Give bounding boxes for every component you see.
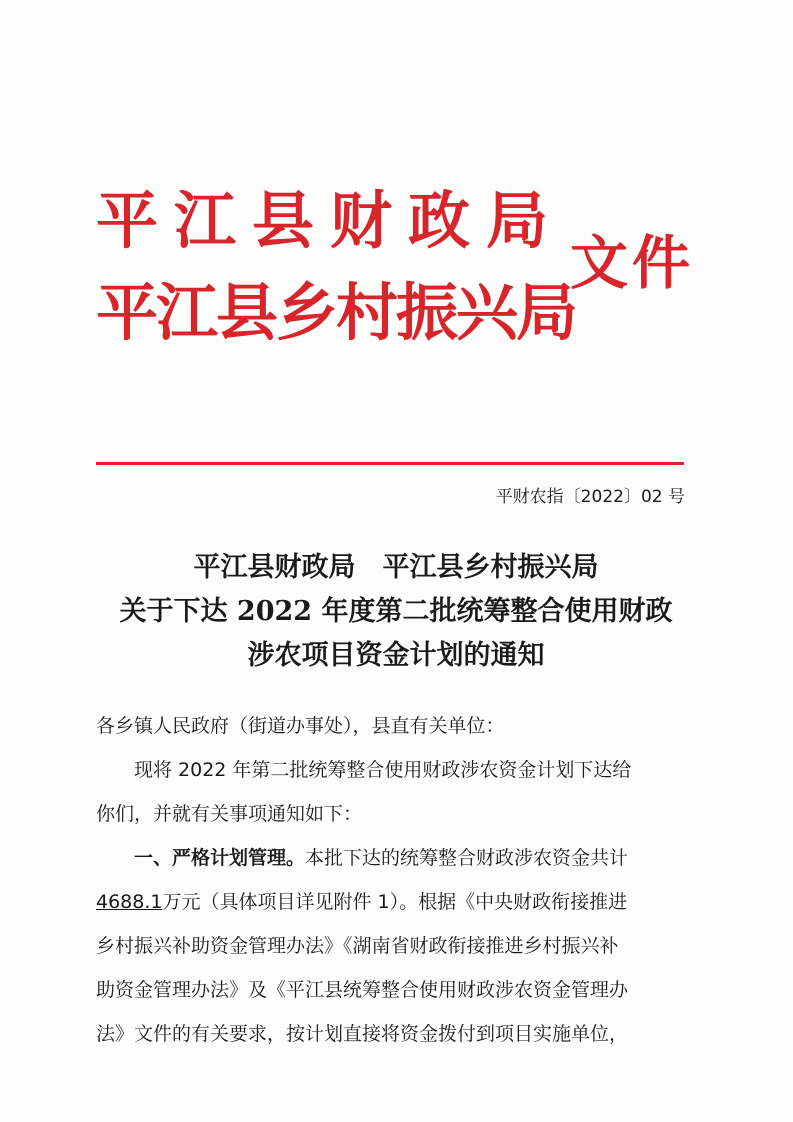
section-1-amount: 4688.1 (96, 891, 163, 913)
section-1-line-1 (134, 846, 628, 870)
document-number: 平财农指〔2022〕02 号 (495, 487, 685, 507)
section-1-line-3: 乡村振兴补助资金管理办法》《湖南省财政衔接推进乡村振兴补 (96, 935, 619, 957)
section-1-line-1-text: 本批下达的统筹整合财政涉农资金共计 (305, 847, 629, 869)
title-line-3: 涉农项目资金计划的通知 (247, 640, 545, 671)
letterhead-doc-word: 文件 (570, 229, 695, 297)
letterhead-red-rule (96, 462, 684, 465)
section-1-line-2-text: 万元（具体项目详见附件 1）。根据《中央财政衔接推进 (162, 891, 628, 913)
letterhead-org-finance: 平江县财政局 (96, 184, 565, 257)
section-1-line-4: 助资金管理办法》及《平江县统筹整合使用财政涉农资金管理办 (96, 979, 629, 1001)
letterhead-org-rural: 平江县乡村振兴局 (96, 276, 577, 349)
salutation: 各乡镇人民政府（街道办事处），县直有关单位： (96, 715, 505, 737)
paragraph-1-line-1: 现将 2022 年第二批统筹整合使用财政涉农资金计划下达给 (134, 759, 632, 781)
section-1-line-5: 法》文件的有关要求，按计划直接将资金拨付到项目实施单位， (96, 1023, 629, 1045)
paragraph-1-line-2: 你们，并就有关事项通知如下： (96, 803, 363, 825)
title-line-1: 平江县财政局 平江县乡村振兴局 (193, 552, 599, 583)
title-line-2: 关于下达 2022 年度第二批统筹整合使用财政 (119, 596, 673, 627)
section-1-heading: 一、严格计划管理。 (134, 847, 306, 869)
section-1-line-2 (96, 890, 627, 914)
